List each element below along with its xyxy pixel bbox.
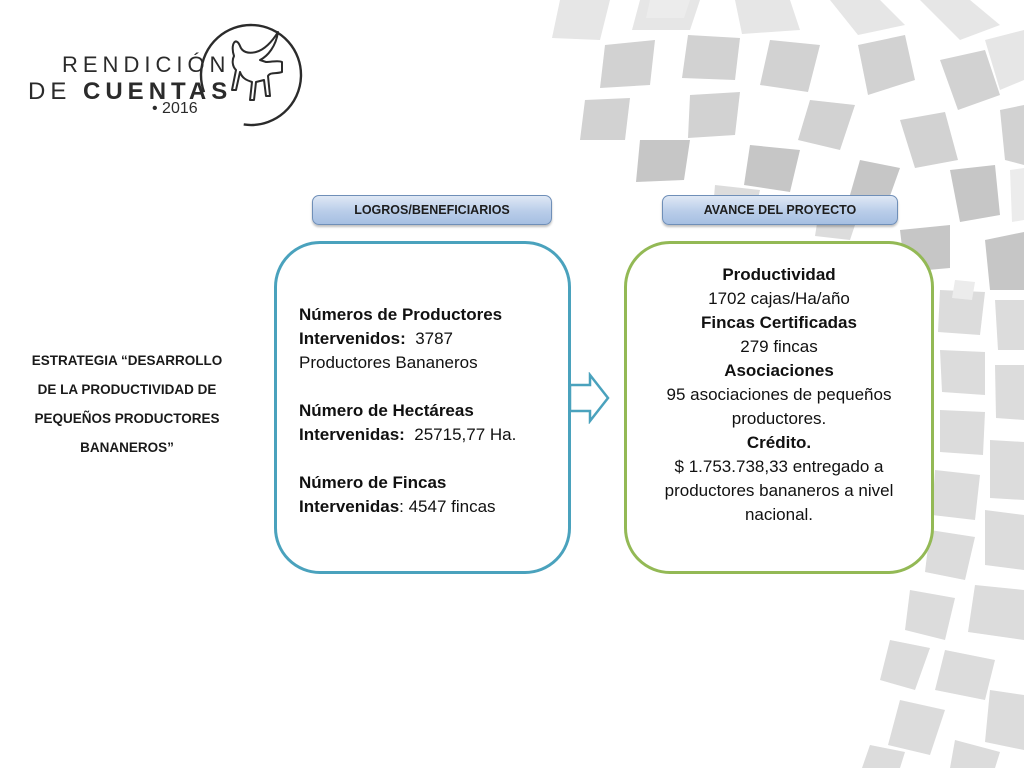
strategy-line: ESTRATEGIA “DESARROLLO — [31, 353, 223, 368]
hectares-label-2: Intervenidas: — [299, 425, 405, 444]
credit-value: $ 1.753.738,33 entregado a — [674, 457, 884, 476]
logo-bold-word: CUENTAS — [83, 78, 233, 105]
progress-box — [624, 241, 934, 574]
achievements-header: LOGROS/BENEFICIARIOS — [312, 195, 552, 225]
hectares-label: Número de Hectáreas — [299, 401, 474, 420]
strategy-label — [22, 346, 232, 462]
associations-value-2: productores. — [731, 409, 827, 428]
credit-value-3: nacional. — [744, 505, 814, 524]
progress-header: AVANCE DEL PROYECTO — [662, 195, 898, 225]
strategy-line: PEQUEÑOS PRODUCTORES — [34, 411, 220, 426]
right-arrow-icon — [567, 372, 611, 424]
achievements-box — [274, 241, 571, 574]
strategy-line: DE LA PRODUCTIVIDAD DE — [37, 382, 217, 397]
logo-year: • 2016 — [152, 100, 198, 117]
achievements-content — [299, 303, 559, 519]
logo — [20, 18, 320, 138]
certified-value: 279 fincas — [740, 337, 818, 356]
credit-value-2: productores bananeros a nivel — [664, 481, 894, 500]
logo-prefix: DE — [28, 78, 72, 105]
productivity-value: 1702 cajas/Ha/año — [708, 289, 850, 308]
progress-content — [639, 263, 919, 527]
associations-title: Asociaciones — [724, 361, 834, 380]
credit-title: Crédito. — [746, 433, 812, 452]
certified-title: Fincas Certificadas — [701, 313, 857, 332]
associations-value: 95 asociaciones de pequeños — [666, 385, 892, 404]
logo-title-line1: RENDICIÓN — [62, 52, 231, 77]
farms-value: : 4547 fincas — [399, 497, 496, 516]
farms-label: Número de Fincas — [299, 473, 447, 492]
hectares-value: 25715,77 Ha. — [404, 425, 517, 444]
farms-label-2: Intervenidas — [299, 497, 400, 516]
producers-value: 3787 — [405, 329, 454, 348]
producers-unit: Productores Bananeros — [299, 353, 478, 372]
producers-label: Números de Productores — [299, 305, 503, 324]
productivity-title: Productividad — [722, 265, 836, 284]
strategy-line: BANANEROS” — [80, 440, 174, 455]
producers-label-2: Intervenidos: — [299, 329, 406, 348]
bull-emblem-icon — [196, 18, 306, 133]
